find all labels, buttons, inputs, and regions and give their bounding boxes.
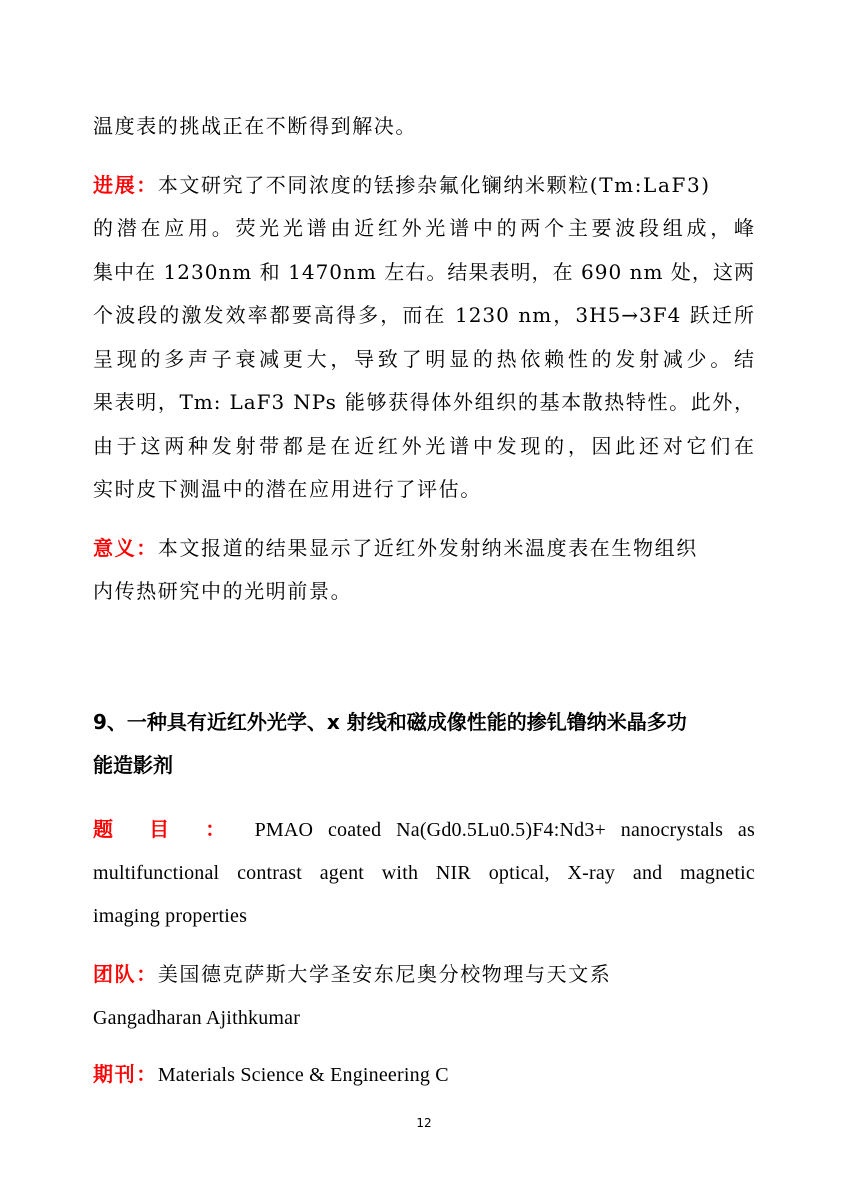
progress-line-2: 的潜在应用。荧光光谱由近红外光谱中的两个主要波段组成，峰 <box>93 216 755 240</box>
section-9-heading-line-2: 能造影剂 <box>93 753 173 777</box>
progress-line-8: 实时皮下测温中的潜在应用进行了评估。 <box>93 477 482 501</box>
progress-line-5: 呈现的多声子衰减更大，导致了明显的热依赖性的发射减少。结 <box>93 347 755 371</box>
title-line-2: multifunctional contrast agent with NIR optical, X-ray and magnetic <box>93 862 755 884</box>
progress-line-1 <box>93 172 755 198</box>
title-text-1: PMAO coated Na(Gd0.5Lu0.5)F4:Nd3+ nanocrystals as <box>254 819 755 841</box>
progress-line-4: 个波段的激发效率都要高得多，而在 1230 nm，3H5→3F4 跃迁所 <box>93 303 755 327</box>
section-9-heading-line-1: 9、一种具有近红外光学、x 射线和磁成像性能的掺钆镥纳米晶多功 <box>93 710 687 734</box>
journal-value: Materials Science & Engineering C <box>157 1064 449 1086</box>
progress-line-7: 由于这两种发射带都是在近红外光谱中发现的，因此还对它们在 <box>93 434 755 458</box>
team-line-1 <box>93 961 755 987</box>
team-label: 团队： <box>93 962 158 986</box>
significance-line-2: 内传热研究中的光明前景。 <box>93 579 353 603</box>
significance-label: 意义： <box>93 536 158 560</box>
significance-line-1 <box>93 535 755 561</box>
journal-label: 期刊： <box>93 1062 158 1086</box>
intro-line: 温度表的挑战正在不断得到解决。 <box>93 114 417 138</box>
significance-text-1: 本文报道的结果显示了近红外发射纳米温度表在生物组织 <box>157 536 698 560</box>
progress-text-1: 本文研究了不同浓度的铥掺杂氟化镧纳米颗粒(Tm:LaF3) <box>157 173 711 197</box>
journal-line <box>93 1061 755 1087</box>
page-number: 12 <box>416 1116 432 1130</box>
progress-label: 进展： <box>93 173 158 197</box>
title-line-3: imaging properties <box>93 905 248 927</box>
team-line-2: Gangadharan Ajithkumar <box>93 1007 301 1029</box>
title-line-1 <box>93 816 755 842</box>
progress-line-6: 果表明，Tm: LaF3 NPs 能够获得体外组织的基本散热特性。此外， <box>93 390 755 414</box>
team-text-1: 美国德克萨斯大学圣安东尼奥分校物理与天文系 <box>157 962 612 986</box>
title-label: 题 目 ： <box>93 817 240 841</box>
progress-line-3: 集中在 1230nm 和 1470nm 左右。结果表明，在 690 nm 处，这两 <box>93 260 755 284</box>
